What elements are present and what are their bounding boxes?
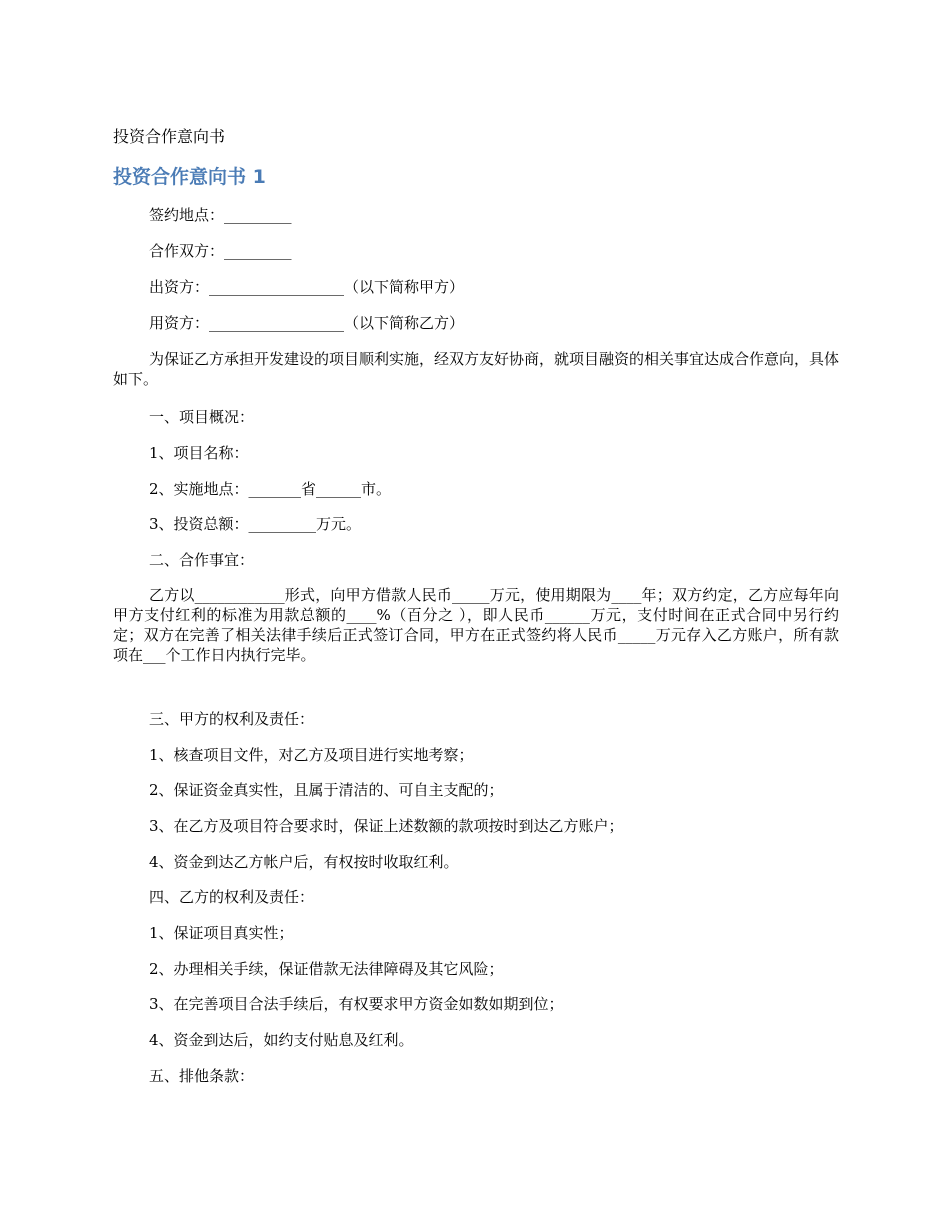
sign-place-line: 签约地点：_________ <box>149 206 292 224</box>
section-1-title: 一、项目概况： <box>149 408 255 426</box>
party-a-item-4: 4、资金到达乙方帐户后，有权按时收取红利。 <box>149 853 459 871</box>
project-name-item: 1、项目名称： <box>149 444 249 462</box>
party-b-item-1: 1、保证项目真实性； <box>149 924 294 942</box>
section-heading: 投资合作意向书 1 <box>113 166 266 188</box>
party-a-item-3: 3、在乙方及项目符合要求时，保证上述数额的款项按时到达乙方账户； <box>149 817 624 835</box>
user-line: 用资方：__________________（以下简称乙方） <box>149 314 465 332</box>
document-title: 投资合作意向书 <box>113 127 226 146</box>
party-b-item-4: 4、资金到达后，如约支付贴息及红利。 <box>149 1031 414 1049</box>
section-4-title: 四、乙方的权利及责任： <box>149 888 315 906</box>
section-5-title: 五、排他条款： <box>149 1067 255 1085</box>
project-total-item: 3、投资总额：_________万元。 <box>149 515 362 533</box>
party-b-item-3: 3、在完善项目合法手续后，有权要求甲方资金如数如期到位； <box>149 995 564 1013</box>
parties-line: 合作双方：_________ <box>149 242 292 260</box>
section-3-title: 三、甲方的权利及责任： <box>149 710 315 728</box>
investor-line: 出资方：__________________（以下简称甲方） <box>149 278 465 296</box>
project-location-item: 2、实施地点：_______省______市。 <box>149 480 392 498</box>
cooperation-paragraph: 乙方以____________形式，向甲方借款人民币_____万元，使用期限为____年；双方约定，乙方应每年向甲方支付红利的标准为用款总额的____%（百分之 ），即人民币______万元，支付时间在正式合同中另行约定；双方在完善了相关法律手续后正式签订合同，甲方在正式签约将人民币_____万元存入乙方账户，所有款项在___个工作日内执行完毕。 <box>113 586 839 664</box>
party-a-item-2: 2、保证资金真实性，且属于清洁的、可自主支配的； <box>149 781 504 799</box>
intro-paragraph: 为保证乙方承担开发建设的项目顺利实施，经双方友好协商，就项目融资的相关事宜达成合作意向，具体如下。 <box>113 350 840 388</box>
party-b-item-2: 2、办理相关手续，保证借款无法律障碍及其它风险； <box>149 960 504 978</box>
section-2-title: 二、合作事宜： <box>149 551 255 569</box>
party-a-item-1: 1、核查项目文件，对乙方及项目进行实地考察； <box>149 746 474 764</box>
